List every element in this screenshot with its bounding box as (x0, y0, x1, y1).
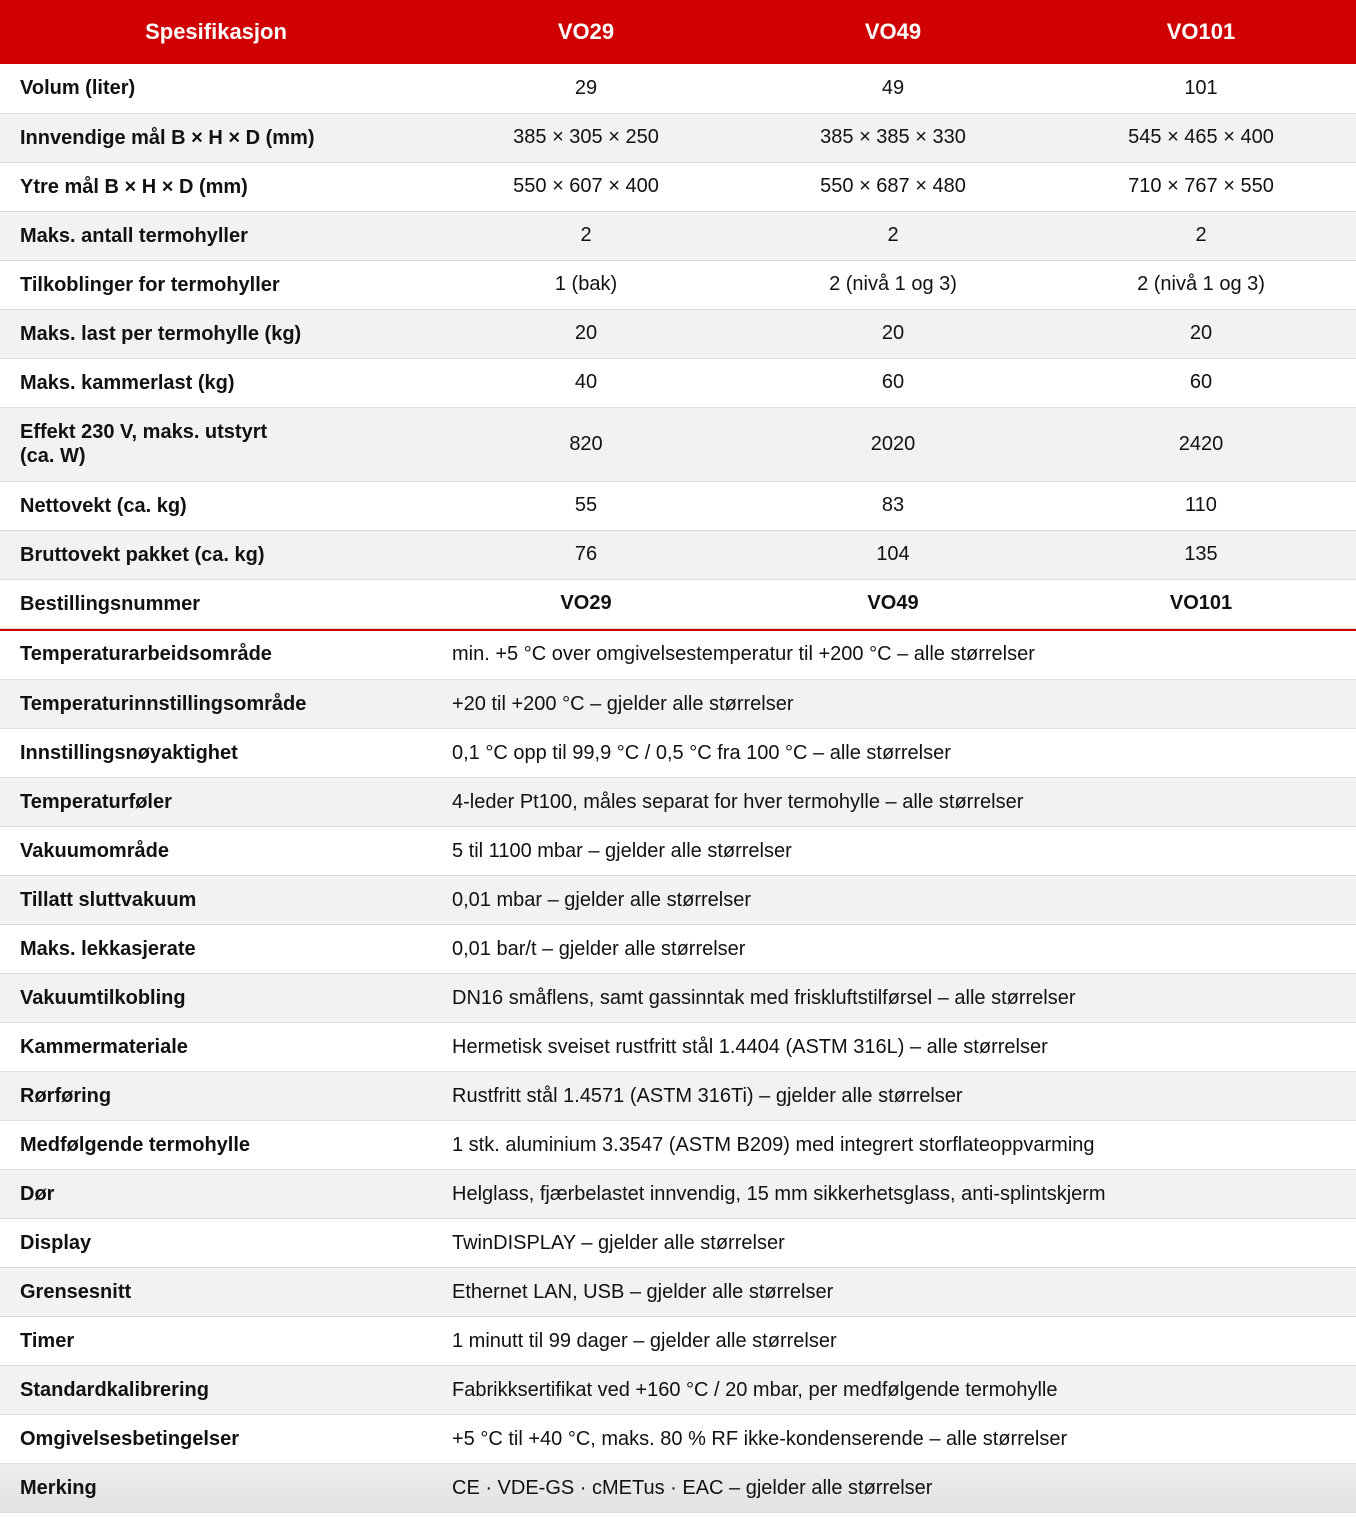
table-row (0, 260, 1356, 309)
row-label: Vakuumtilkobling (0, 974, 432, 1023)
table-row (0, 407, 1356, 481)
cell-value: 76 (432, 530, 740, 579)
row-label: Temperaturarbeidsområde (0, 631, 432, 680)
cell-value: 1 stk. aluminium 3.3547 (ASTM B209) med integrert storflateoppvarming (432, 1121, 1356, 1170)
table-row (0, 778, 1356, 827)
row-label: Bruttovekt pakket (ca. kg) (0, 530, 432, 579)
row-label: Bestillingsnummer (0, 579, 432, 628)
table-row (0, 211, 1356, 260)
cell-value: 385 × 305 × 250 (432, 113, 740, 162)
order-number: VO29 (432, 579, 740, 628)
table-row (0, 1317, 1356, 1366)
row-label: Maks. lekkasjerate (0, 925, 432, 974)
row-label: Rørføring (0, 1072, 432, 1121)
row-label: Innstillingsnøyaktighet (0, 729, 432, 778)
table-row (0, 1121, 1356, 1170)
cell-value: 0,01 mbar – gjelder alle størrelser (432, 876, 1356, 925)
cell-value: Helglass, fjærbelastet innvendig, 15 mm sikkerhetsglass, anti-splintskjerm (432, 1170, 1356, 1219)
table-row (0, 631, 1356, 680)
cell-value: 0,01 bar/t – gjelder alle størrelser (432, 925, 1356, 974)
order-number: VO49 (740, 579, 1046, 628)
table-row (0, 1170, 1356, 1219)
cell-value: 40 (432, 358, 740, 407)
cell-value: 385 × 385 × 330 (740, 113, 1046, 162)
cell-value: 20 (740, 309, 1046, 358)
table-row (0, 827, 1356, 876)
cell-value: 49 (740, 64, 1046, 113)
table-row (0, 1415, 1356, 1464)
cell-value: 110 (1046, 481, 1356, 530)
table-row (0, 1219, 1356, 1268)
cell-value: Ethernet LAN, USB – gjelder alle størrelser (432, 1268, 1356, 1317)
table-row (0, 1268, 1356, 1317)
cell-value: 0,1 °C opp til 99,9 °C / 0,5 °C fra 100 °C – alle størrelser (432, 729, 1356, 778)
cell-value: 2020 (740, 407, 1046, 481)
spec-column-header: Spesifikasjon (0, 0, 432, 64)
cell-value: 2 (432, 211, 740, 260)
cell-value: 2 (nivå 1 og 3) (1046, 260, 1356, 309)
cell-value: 29 (432, 64, 740, 113)
table-header-row (0, 0, 1356, 64)
row-label: Volum (liter) (0, 64, 432, 113)
row-label: Grensesnitt (0, 1268, 432, 1317)
table-row (0, 974, 1356, 1023)
cell-value: 1 (bak) (432, 260, 740, 309)
row-label: Standardkalibrering (0, 1366, 432, 1415)
row-label: Merking (0, 1464, 432, 1513)
cell-value: 2 (740, 211, 1046, 260)
model-column-header: VO101 (1046, 0, 1356, 64)
table-row (0, 481, 1356, 530)
cell-value: min. +5 °C over omgivelsestemperatur til +200 °C – alle størrelser (432, 631, 1356, 680)
cell-value: 550 × 607 × 400 (432, 162, 740, 211)
cell-value: 2 (nivå 1 og 3) (740, 260, 1046, 309)
cell-value: Hermetisk sveiset rustfritt stål 1.4404 (ASTM 316L) – alle størrelser (432, 1023, 1356, 1072)
order-number: VO101 (1046, 579, 1356, 628)
cell-value: 104 (740, 530, 1046, 579)
row-label: Tilkoblinger for termohyller (0, 260, 432, 309)
table-row (0, 162, 1356, 211)
cell-value: +5 °C til +40 °C, maks. 80 % RF ikke-kondenserende – alle størrelser (432, 1415, 1356, 1464)
cell-value: Fabrikksertifikat ved +160 °C / 20 mbar, per medfølgende termohylle (432, 1366, 1356, 1415)
table-row (0, 1072, 1356, 1121)
table-row (0, 729, 1356, 778)
cell-value: Rustfritt stål 1.4571 (ASTM 316Ti) – gjelder alle størrelser (432, 1072, 1356, 1121)
cell-value: 60 (1046, 358, 1356, 407)
table-row (0, 876, 1356, 925)
table-row (0, 113, 1356, 162)
row-label: Innvendige mål B × H × D (mm) (0, 113, 432, 162)
row-label-line: (ca. W) (20, 445, 86, 467)
model-column-header: VO29 (432, 0, 740, 64)
row-label: Maks. last per termohylle (kg) (0, 309, 432, 358)
cell-value: 5 til 1100 mbar – gjelder alle størrelser (432, 827, 1356, 876)
table-row (0, 925, 1356, 974)
cell-value: 135 (1046, 530, 1356, 579)
row-label: Temperaturføler (0, 778, 432, 827)
cell-value: 4-leder Pt100, måles separat for hver termohylle – alle størrelser (432, 778, 1356, 827)
row-label-line: Effekt 230 V, maks. utstyrt (20, 421, 268, 443)
cell-value: 2 (1046, 211, 1356, 260)
row-label: Dør (0, 1170, 432, 1219)
table-row (0, 579, 1356, 628)
cell-value: 1 minutt til 99 dager – gjelder alle størrelser (432, 1317, 1356, 1366)
table-row (0, 530, 1356, 579)
row-label: Kammermateriale (0, 1023, 432, 1072)
cell-value: 550 × 687 × 480 (740, 162, 1046, 211)
cell-value: 55 (432, 481, 740, 530)
cell-value: 2420 (1046, 407, 1356, 481)
table-row (0, 358, 1356, 407)
row-label: Maks. kammerlast (kg) (0, 358, 432, 407)
row-label: Maks. antall termohyller (0, 211, 432, 260)
table-row (0, 1464, 1356, 1513)
cell-value: DN16 småflens, samt gassinntak med friskluftstilførsel – alle størrelser (432, 974, 1356, 1023)
model-spec-table (0, 0, 1356, 629)
table-row (0, 309, 1356, 358)
cell-value: 60 (740, 358, 1046, 407)
row-label: Nettovekt (ca. kg) (0, 481, 432, 530)
table-row (0, 680, 1356, 729)
cell-value: 545 × 465 × 400 (1046, 113, 1356, 162)
row-label: Tillatt sluttvakuum (0, 876, 432, 925)
cell-value: 710 × 767 × 550 (1046, 162, 1356, 211)
cell-value: 83 (740, 481, 1046, 530)
row-label: Vakuumområde (0, 827, 432, 876)
cell-value: 20 (432, 309, 740, 358)
table-row (0, 1366, 1356, 1415)
cell-value: 101 (1046, 64, 1356, 113)
cell-value: 820 (432, 407, 740, 481)
cell-value: TwinDISPLAY – gjelder alle størrelser (432, 1219, 1356, 1268)
general-spec-table (0, 631, 1356, 1514)
row-label: Temperaturinnstillingsområde (0, 680, 432, 729)
row-label: Ytre mål B × H × D (mm) (0, 162, 432, 211)
row-label (0, 407, 432, 481)
model-column-header: VO49 (740, 0, 1046, 64)
cell-value: CE · VDE-GS · cMETus · EAC – gjelder alle størrelser (432, 1464, 1356, 1513)
row-label: Omgivelsesbetingelser (0, 1415, 432, 1464)
table-row (0, 1023, 1356, 1072)
row-label: Medfølgende termohylle (0, 1121, 432, 1170)
row-label: Timer (0, 1317, 432, 1366)
row-label: Display (0, 1219, 432, 1268)
cell-value: +20 til +200 °C – gjelder alle størrelser (432, 680, 1356, 729)
table-row (0, 64, 1356, 113)
cell-value: 20 (1046, 309, 1356, 358)
